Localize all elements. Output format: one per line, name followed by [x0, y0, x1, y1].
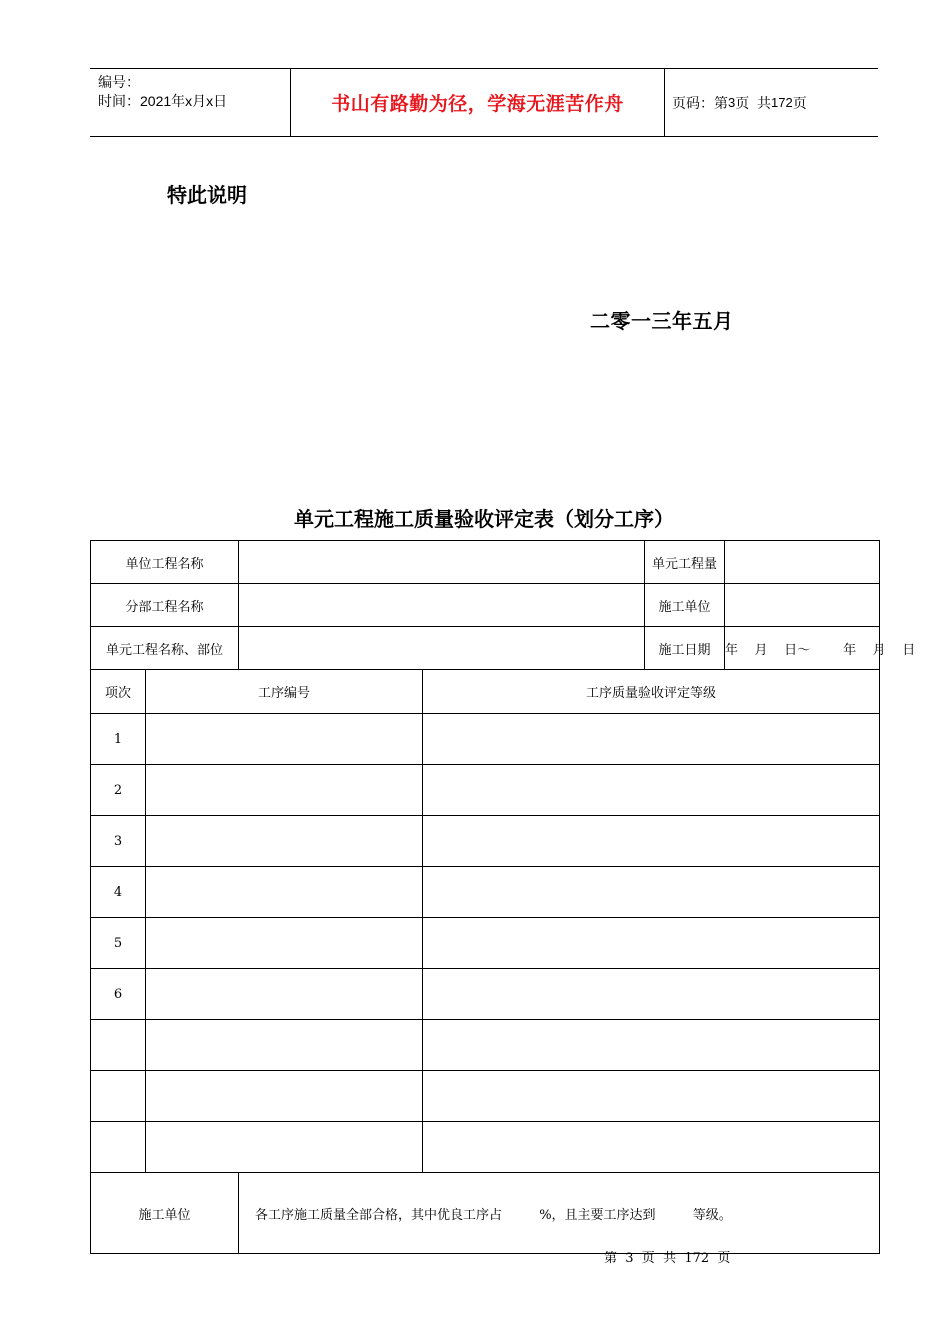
quality-grade-cell[interactable]	[423, 1020, 880, 1071]
item-no-cell: 5	[91, 918, 146, 969]
page-footer: 第 3 页 共 172 页	[604, 1251, 731, 1266]
special-note: 特此说明	[167, 183, 247, 207]
process-no-cell[interactable]	[146, 1122, 423, 1173]
construction-unit-label: 施工单位	[645, 584, 725, 627]
process-no-cell[interactable]	[146, 969, 423, 1020]
quality-assessment-table	[90, 540, 916, 1254]
unit-project-name-field[interactable]	[239, 541, 645, 584]
sub-project-name-label: 分部工程名称	[91, 584, 239, 627]
quality-grade-cell[interactable]	[423, 1071, 880, 1122]
table-row	[91, 867, 880, 918]
quality-grade-cell[interactable]	[423, 714, 880, 765]
sub-project-name-field[interactable]	[239, 584, 645, 627]
construction-unit-field[interactable]	[725, 584, 880, 627]
table-header-row	[91, 670, 880, 714]
quality-grade-cell[interactable]	[423, 918, 880, 969]
header-page-info	[672, 69, 878, 136]
process-no-cell[interactable]	[146, 1020, 423, 1071]
col-quality-grade-header: 工序质量验收评定等级	[423, 670, 880, 714]
document-number-label: 编号：	[98, 74, 140, 90]
item-no-cell: 1	[91, 714, 146, 765]
footer-assessment-text: 各工序施工质量全部合格，其中优良工序占 %，且主要工序达到 等级。	[239, 1173, 880, 1254]
table-row	[91, 627, 880, 670]
construction-date-field[interactable]: 年 月 日～ 年 月 日	[725, 627, 880, 670]
quality-grade-cell[interactable]	[423, 867, 880, 918]
quality-grade-cell[interactable]	[423, 816, 880, 867]
page-mid: 页 共	[735, 94, 772, 111]
unit-element-quantity-label: 单元工程量	[645, 541, 725, 584]
process-no-cell[interactable]	[146, 816, 423, 867]
construction-date-label: 施工日期	[645, 627, 725, 670]
process-no-cell[interactable]	[146, 765, 423, 816]
item-no-cell: 4	[91, 867, 146, 918]
table-row	[91, 541, 880, 584]
process-no-cell[interactable]	[146, 1071, 423, 1122]
table-row	[91, 1122, 880, 1173]
process-no-cell[interactable]	[146, 714, 423, 765]
process-no-cell[interactable]	[146, 918, 423, 969]
table-row	[91, 765, 880, 816]
page-total: 172	[771, 95, 793, 110]
item-no-cell	[91, 1071, 146, 1122]
process-no-cell[interactable]	[146, 867, 423, 918]
unit-element-quantity-field[interactable]	[725, 541, 880, 584]
quality-grade-cell[interactable]	[423, 765, 880, 816]
page-header	[90, 68, 878, 137]
element-name-location-label: 单元工程名称、部位	[91, 627, 239, 670]
quality-grade-cell[interactable]	[423, 1122, 880, 1173]
header-meta	[98, 73, 294, 111]
table-row	[91, 816, 880, 867]
item-no-cell: 6	[91, 969, 146, 1020]
table-row	[91, 1020, 880, 1071]
item-no-cell: 2	[91, 765, 146, 816]
header-motto: 书山有路勤为径，学海无涯苦作舟	[290, 69, 665, 136]
col-process-no-header: 工序编号	[146, 670, 423, 714]
page-suffix: 页	[792, 94, 807, 111]
document-time-label: 时间：2021年x月x日	[98, 93, 228, 109]
page-current: 3	[728, 95, 736, 110]
col-item-no-header: 项次	[91, 670, 146, 714]
footer-construction-unit-label: 施工单位	[91, 1173, 239, 1254]
table-row	[91, 1071, 880, 1122]
page-prefix: 页码：第	[672, 94, 728, 111]
form-title: 单元工程施工质量验收评定表（划分工序）	[294, 507, 674, 531]
item-no-cell: 3	[91, 816, 146, 867]
table-row	[91, 714, 880, 765]
table-row	[91, 918, 880, 969]
element-name-location-field[interactable]	[239, 627, 645, 670]
table-footer-row	[91, 1173, 880, 1254]
unit-project-name-label: 单位工程名称	[91, 541, 239, 584]
quality-grade-cell[interactable]	[423, 969, 880, 1020]
item-no-cell	[91, 1122, 146, 1173]
item-no-cell	[91, 1020, 146, 1071]
table-row	[91, 969, 880, 1020]
table-row	[91, 584, 880, 627]
document-date: 二零一三年五月	[590, 309, 734, 333]
